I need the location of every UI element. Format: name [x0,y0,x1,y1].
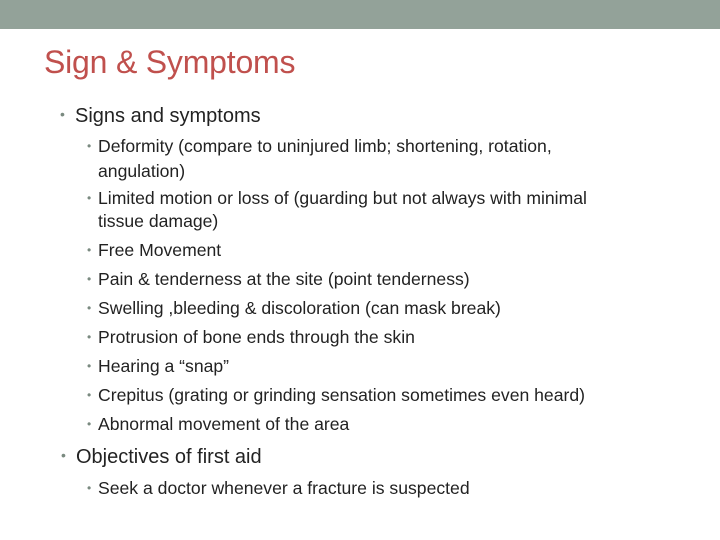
list-item-text: Hearing a “snap” [98,356,230,376]
bullet-icon: • [87,243,92,257]
list-item-text: Abnormal movement of the area [98,414,350,434]
list-item-text: Deformity (compare to uninjured limb; shortening, rotation, [98,136,552,156]
list-item-crepitus [87,381,586,410]
list-item-protrusion [87,323,415,352]
bullet-icon: • [61,447,66,463]
list-item-pain [87,265,470,294]
list-item-text: Free Movement [98,240,222,260]
bullet-icon: • [87,301,92,315]
list-item-abnormal-movement [87,410,350,439]
list-item-free-movement [87,236,222,265]
list-item-snap [87,352,230,381]
list-item-continuation: tissue damage) [98,211,219,231]
list-item-text: Swelling ,bleeding & discoloration (can mask break) [98,298,501,318]
bullet-icon: • [87,139,92,153]
section-heading: Signs and symptoms [75,105,261,127]
list-item-text: Pain & tenderness at the site (point tenderness) [98,269,470,289]
list-item-text: Limited motion or loss of (guarding but not always with minimal [98,188,587,208]
section-heading: Objectives of first aid [76,446,262,468]
list-item-swelling [87,294,501,323]
bullet-icon: • [87,417,92,431]
bullet-icon: • [87,388,92,402]
bullet-signs-and-symptoms [60,105,261,128]
bullet-icon: • [87,359,92,373]
bullet-icon: • [87,481,92,495]
list-item-continuation: angulation) [98,161,186,181]
bullet-icon: • [87,191,92,205]
list-item-text: Crepitus (grating or grinding sensation sometimes even heard) [98,385,586,405]
bullet-icon: • [87,272,92,286]
list-item-seek-doctor [87,474,470,503]
list-item-text: Seek a doctor whenever a fracture is suspected [98,478,470,498]
bullet-icon: • [60,106,65,122]
list-item-text: Protrusion of bone ends through the skin [98,327,415,347]
slide-title: Sign & Symptoms [44,44,296,80]
bullet-objectives-of-first-aid [61,446,262,469]
bullet-icon: • [87,330,92,344]
